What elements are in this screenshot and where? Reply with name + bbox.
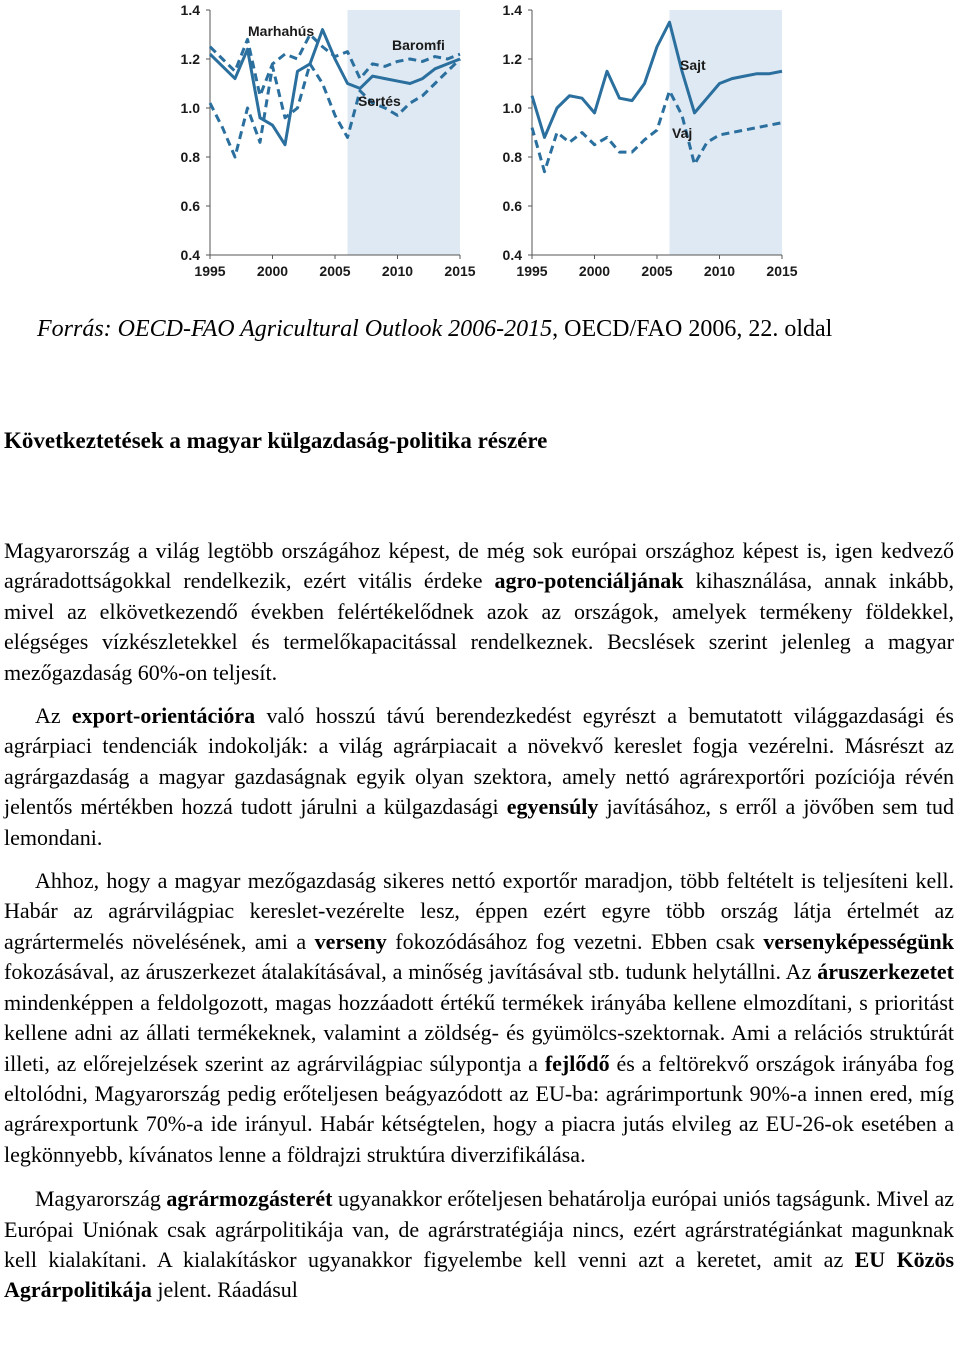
paragraph-3-text-d: mindenképpen a feldolgozott, magas hozzáadott értékű termékek irányába kellene elmozdítani, s prioritást kellene adni az állati termékeknek, valamint a zöldség- és gyümölcs-szektornak. Ami a relációs struktúrát illeti, az előrejelzések szerint az agrárvilágpiac súlypontja a xyxy=(4,989,954,1076)
paragraph-3 xyxy=(4,866,954,1170)
paragraph-1 xyxy=(4,536,954,688)
x-tick-label: 2000 xyxy=(578,263,611,279)
y-tick-label: 1.4 xyxy=(502,2,522,18)
paragraph-4-text-a: Magyarország xyxy=(35,1186,167,1212)
figure-charts xyxy=(0,0,960,285)
figure-source xyxy=(37,316,832,343)
series-label: Vaj xyxy=(672,125,693,141)
y-tick-label: 0.4 xyxy=(180,247,200,263)
paragraph-1-text-a: Magyarország a világ legtöbb országához képest, de még sok európai országhoz képest is, igen kedvező agráradottságokkal rendelkezik, ezért vitális érdeke xyxy=(4,538,954,594)
paragraph-4 xyxy=(4,1184,954,1306)
paragraph-2-text-c: javításához, s erről a jövőben sem tud lemondani. xyxy=(4,794,954,850)
paragraph-2-text-a: Az xyxy=(35,703,72,729)
paragraph-2-bold-b: egyensúly xyxy=(506,794,599,820)
y-tick-label: 1.2 xyxy=(180,51,200,67)
series-label: Sertés xyxy=(358,93,401,109)
chart-dairy xyxy=(492,0,798,285)
x-tick-label: 2015 xyxy=(444,263,476,279)
series-label: Sajt xyxy=(680,57,706,73)
paragraph-3-bold-b: versenyképességünk xyxy=(763,928,955,954)
y-tick-label: 0.4 xyxy=(502,247,522,263)
paragraph-2-bold-a: export-orientációra xyxy=(71,703,256,729)
paragraph-2 xyxy=(4,701,954,853)
x-tick-label: 2000 xyxy=(256,263,289,279)
paragraph-2-text-b: való hosszú távú berendezkedést egyrészt a bemutatott világgazdasági és agrárpiaci tendenciák indokolják: a világ agrárpiacait a növekvő kereslet fogja vezérelni. Másrészt az agrárgazdaság a magyar gazdaságnak egyik olyan szektora, amely nettó agrárexportőri pozíciója révén jelentős mértékben hozzá tudott járulni a külgazdasági xyxy=(4,703,954,820)
y-tick-label: 0.6 xyxy=(502,198,522,214)
paragraph-4-bold-b: EU Közös Agrárpolitikája xyxy=(4,1246,955,1303)
paragraph-1-text-b: kihasználása, annak inkább, mivel az elkövetkezendő években felértékelődnek azok az országok, amelyek termékeny földekkel, elégséges vízkészletekkel és termelőkapacitással rendelkeznek. Becslések szerint jelenleg a magyar mezőgazdaság 60%-on teljesít. xyxy=(4,568,954,685)
paragraph-3-text-c: fokozásával, az áruszerkezet átalakításával, a minőség javításával stb. tudunk helytállni. Az xyxy=(4,959,818,985)
x-tick-label: 2015 xyxy=(766,263,798,279)
paragraph-3-bold-d: fejlődő xyxy=(544,1050,610,1076)
x-tick-label: 1995 xyxy=(194,263,226,279)
paragraph-1-bold-a: agro-potenciáljának xyxy=(494,568,684,594)
paragraph-3-text-a: Ahhoz, hogy a magyar mezőgazdaság sikeres nettó exportőr maradjon, több feltételt is teljesíteni kell. Habár az agrárvilágpiac kereslet-vezérelte lesz, éppen ezért egyre több ország látja értelmét az agrártermelés növelésének, ami a xyxy=(4,868,954,954)
paragraph-4-text-c: jelent. Ráadásul xyxy=(151,1277,298,1303)
x-tick-label: 2010 xyxy=(381,263,414,279)
y-tick-label: 1.0 xyxy=(180,100,200,116)
section-heading: Következtetések a magyar külgazdaság-politika részére xyxy=(4,428,548,453)
x-tick-label: 1995 xyxy=(516,263,548,279)
y-tick-label: 1.0 xyxy=(502,100,522,116)
paragraph-4-text-b: ugyanakkor erőteljesen behatárolja európai uniós tagságunk. Mivel az Európai Uniónak csak agrárpolitikája van, de agrárstratégiája nincs, ezért agrárstratégiánkat magunknak kell kialakítani. A kialakításkor ugyanakkor figyelembe kell venni azt a keretet, amit az xyxy=(4,1186,954,1272)
paragraph-4-bold-a: agrármozgásterét xyxy=(166,1186,333,1212)
paragraph-3-bold-a: verseny xyxy=(314,928,387,954)
series-label: Marhahús xyxy=(248,23,315,39)
body-text xyxy=(4,536,954,1306)
x-tick-label: 2010 xyxy=(703,263,736,279)
source-italic: Forrás: OECD-FAO Agricultural Outlook 2006-2015 xyxy=(37,316,553,342)
y-tick-label: 1.4 xyxy=(180,2,200,18)
y-tick-label: 0.8 xyxy=(180,149,200,165)
chart-meat xyxy=(170,0,476,285)
y-tick-label: 1.2 xyxy=(502,51,522,67)
y-tick-label: 0.8 xyxy=(502,149,522,165)
source-rest: , OECD/FAO 2006, 22. oldal xyxy=(552,316,833,342)
y-tick-label: 0.6 xyxy=(180,198,200,214)
paragraph-3-text-b: fokozódásához fog vezetni. Ebben csak xyxy=(386,928,764,954)
x-tick-label: 2005 xyxy=(641,263,673,279)
paragraph-3-text-e: és a feltörekvő országok irányába fog eltolódni, Magyarország pedig erőteljesen beágyazódott az EU-ba: agrárimportunk 90%-a innen ered, míg agrárexportunk 70%-a ide irányul. Habár kétségtelen, hogy a piacra jutás elvileg az EU-26-ok esetében a legkönnyebb, kívánatos lenne a földrajzi struktúra diverzifikálása. xyxy=(4,1050,954,1167)
x-tick-label: 2005 xyxy=(319,263,351,279)
paragraph-3-bold-c: áruszerkezetet xyxy=(817,959,954,985)
series-label: Baromfi xyxy=(392,37,445,53)
